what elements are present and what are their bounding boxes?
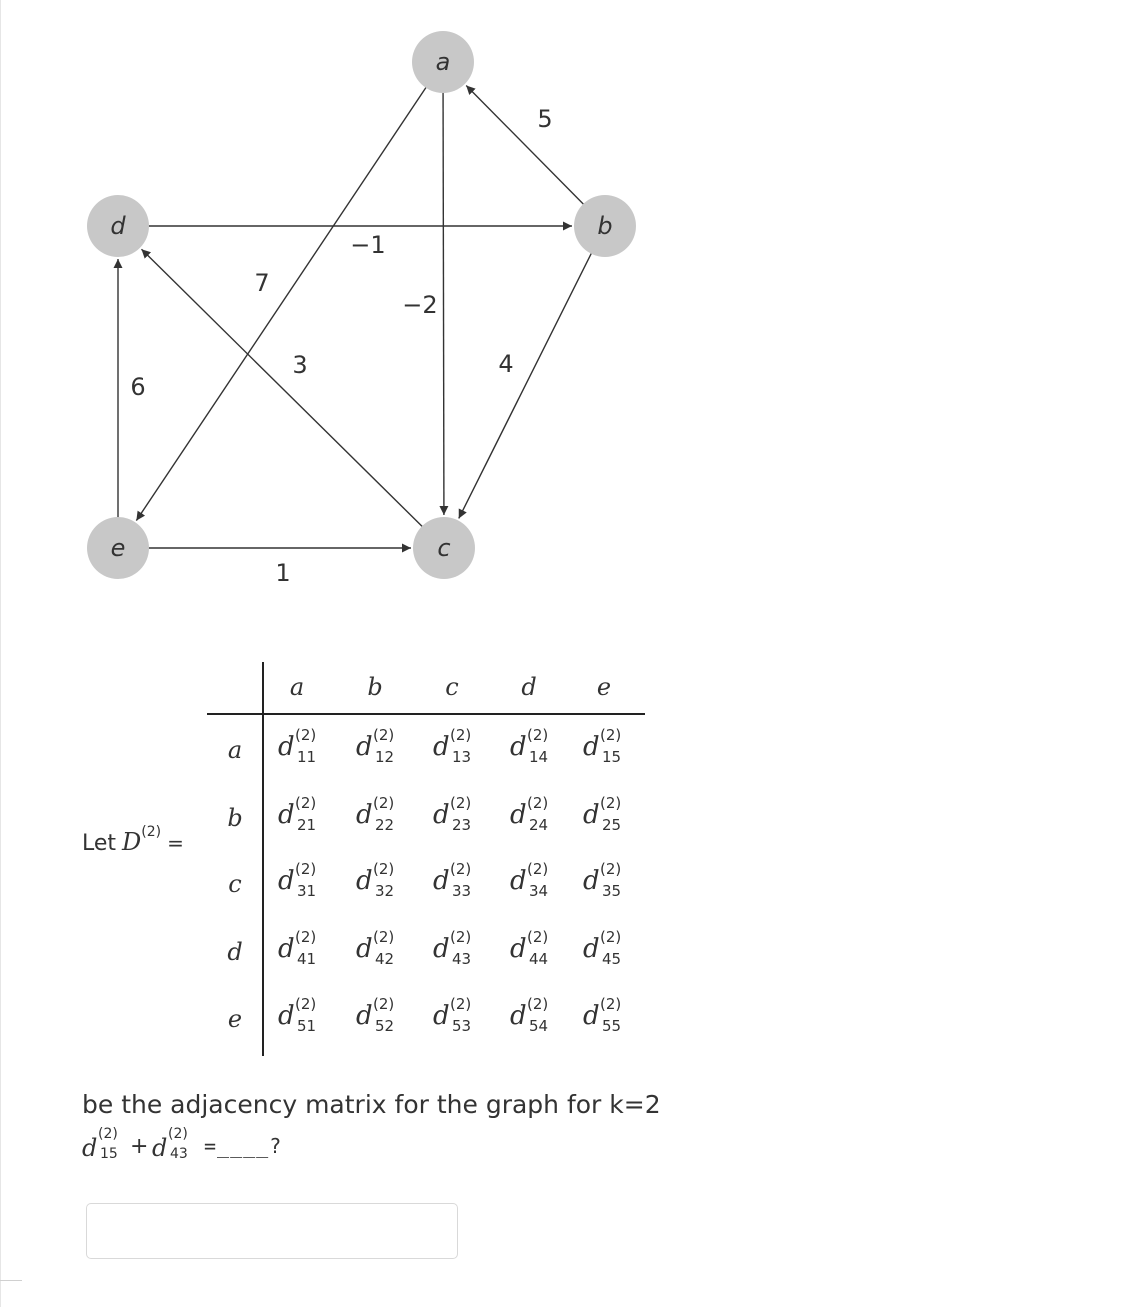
cell-symbol: d [356,732,373,762]
edge-weight-a-e: 3 [292,351,308,379]
edge-weight-b-a: 5 [537,105,553,133]
cell-subscript: 21 [297,816,317,834]
matrix-cell [433,997,497,1045]
cell-superscript: (2) [450,794,472,812]
cell-symbol: d [510,732,527,762]
row-header: c [228,870,242,898]
cell-superscript: (2) [373,860,395,878]
plus-sign: + [130,1134,149,1159]
matrix-cell [510,728,574,776]
cell-symbol: d [433,732,450,762]
cell-superscript: (2) [527,928,549,946]
edge-a-c [443,91,444,515]
matrix-cell [433,796,497,844]
cell-superscript: (2) [600,726,622,744]
node-label-d: d [110,212,126,240]
cell-subscript: 54 [529,1017,549,1035]
cell-superscript: (2) [373,928,395,946]
cell-subscript: 44 [529,950,549,968]
edge-b-a [466,85,584,205]
matrix-cell [356,997,420,1045]
edge-weight-b-c: 4 [498,350,514,378]
cell-subscript: 31 [297,882,317,900]
matrix-definition [82,824,184,856]
cell-superscript: (2) [373,995,395,1013]
cell-symbol: d [356,1001,373,1031]
cell-superscript: (2) [373,794,395,812]
edge-c-d [141,249,423,527]
cell-subscript: 41 [297,950,317,968]
cell-symbol: d [583,800,600,830]
node-label-e: e [110,534,126,562]
cell-symbol: d [583,1001,600,1031]
matrix-cell [278,728,342,776]
cell-symbol: d [356,866,373,896]
matrix-cell [356,728,420,776]
matrix-cell [510,997,574,1045]
cell-subscript: 45 [602,950,622,968]
term-superscript: (2) [98,1126,118,1142]
cell-subscript: 55 [602,1017,622,1035]
cell-superscript: (2) [600,995,622,1013]
term-superscript: (2) [168,1126,188,1142]
matrix-cell [433,728,497,776]
weighted-digraph [0,0,700,620]
cell-superscript: (2) [600,794,622,812]
matrix-cell [278,930,342,978]
cell-subscript: 42 [375,950,395,968]
term-subscript: 43 [170,1146,188,1162]
column-header: a [289,673,305,701]
question [82,1128,482,1172]
matrix-cell [356,796,420,844]
cell-subscript: 35 [602,882,622,900]
answer-input[interactable] [86,1203,458,1259]
cell-subscript: 14 [529,748,549,766]
cell-symbol: d [433,934,450,964]
edge-weight-d-b: −1 [350,231,386,259]
cell-symbol: d [433,800,450,830]
question-term-2 [152,1128,192,1172]
row-header: a [227,736,243,764]
matrix-horizontal-rule [207,713,645,715]
cell-superscript: (2) [295,928,317,946]
row-header: b [227,804,243,832]
cell-subscript: 33 [452,882,472,900]
cell-superscript: (2) [450,995,472,1013]
cell-symbol: d [278,800,295,830]
cell-subscript: 12 [375,748,395,766]
cell-symbol: d [278,934,295,964]
cell-symbol: d [583,732,600,762]
matrix-cell [583,997,647,1045]
matrix-symbol-letter: D [122,828,142,856]
matrix-cell [278,997,342,1045]
cell-superscript: (2) [600,860,622,878]
matrix-symbol [122,824,162,856]
cell-symbol: d [583,866,600,896]
cell-superscript: (2) [527,995,549,1013]
cell-subscript: 52 [375,1017,395,1035]
matrix-vertical-rule [262,662,264,1056]
cell-symbol: d [510,1001,527,1031]
cell-superscript: (2) [295,995,317,1013]
cell-symbol: d [510,866,527,896]
cell-subscript: 22 [375,816,395,834]
matrix-cell [583,796,647,844]
term-symbol: d [152,1134,168,1162]
column-header: b [367,673,383,701]
matrix-cell [356,930,420,978]
cell-superscript: (2) [450,860,472,878]
matrix-cell [510,930,574,978]
let-word: Let [82,831,117,856]
cell-symbol: d [356,800,373,830]
cell-symbol: d [356,934,373,964]
row-header: d [227,938,243,966]
cell-subscript: 43 [452,950,472,968]
cell-subscript: 51 [297,1017,317,1035]
matrix-cell [583,862,647,910]
question-term-1 [82,1128,122,1172]
cell-symbol: d [433,866,450,896]
cell-superscript: (2) [295,860,317,878]
term-subscript: 15 [100,1146,118,1162]
node-label-b: b [597,212,613,240]
matrix-cell [433,930,497,978]
caption-text: be the adjacency matrix for the graph for k=2 [82,1090,661,1119]
cell-superscript: (2) [295,794,317,812]
matrix-superscript: (2) [141,824,162,840]
cell-superscript: (2) [527,726,549,744]
cell-subscript: 13 [452,748,472,766]
cell-subscript: 32 [375,882,395,900]
matrix-cell [583,728,647,776]
edge-weight-e-c: 1 [275,559,291,587]
answer-blank: =____? [204,1134,283,1158]
matrix-cell [583,930,647,978]
column-header: d [521,673,537,701]
cell-subscript: 23 [452,816,472,834]
edge-weight-c-d: 7 [254,269,270,297]
matrix-cell [510,862,574,910]
cell-superscript: (2) [527,860,549,878]
cell-subscript: 53 [452,1017,472,1035]
cell-superscript: (2) [295,726,317,744]
edge-weight-e-d: 6 [130,373,146,401]
matrix-cell [278,862,342,910]
cell-subscript: 24 [529,816,549,834]
cell-subscript: 25 [602,816,622,834]
cell-subscript: 11 [297,748,317,766]
cell-symbol: d [510,800,527,830]
cell-superscript: (2) [450,726,472,744]
equals-sign: = [167,831,184,855]
column-header: e [596,673,612,701]
cell-symbol: d [433,1001,450,1031]
cell-superscript: (2) [527,794,549,812]
cell-subscript: 34 [529,882,549,900]
cell-superscript: (2) [373,726,395,744]
edge-b-c [459,252,592,519]
cell-symbol: d [510,934,527,964]
term-symbol: d [82,1134,98,1162]
node-label-a: a [435,48,451,76]
matrix-cell [278,796,342,844]
row-header: e [227,1005,243,1033]
cell-symbol: d [278,1001,295,1031]
node-label-c: c [437,534,451,562]
cell-symbol: d [278,866,295,896]
cell-subscript: 15 [602,748,622,766]
column-header: c [445,673,459,701]
edge-a-e [136,86,427,520]
edge-weight-a-c: −2 [402,291,438,319]
matrix-cell [356,862,420,910]
cell-symbol: d [278,732,295,762]
left-divider-tick [0,1280,22,1281]
matrix-cell [433,862,497,910]
cell-symbol: d [583,934,600,964]
cell-superscript: (2) [450,928,472,946]
cell-superscript: (2) [600,928,622,946]
matrix-cell [510,796,574,844]
